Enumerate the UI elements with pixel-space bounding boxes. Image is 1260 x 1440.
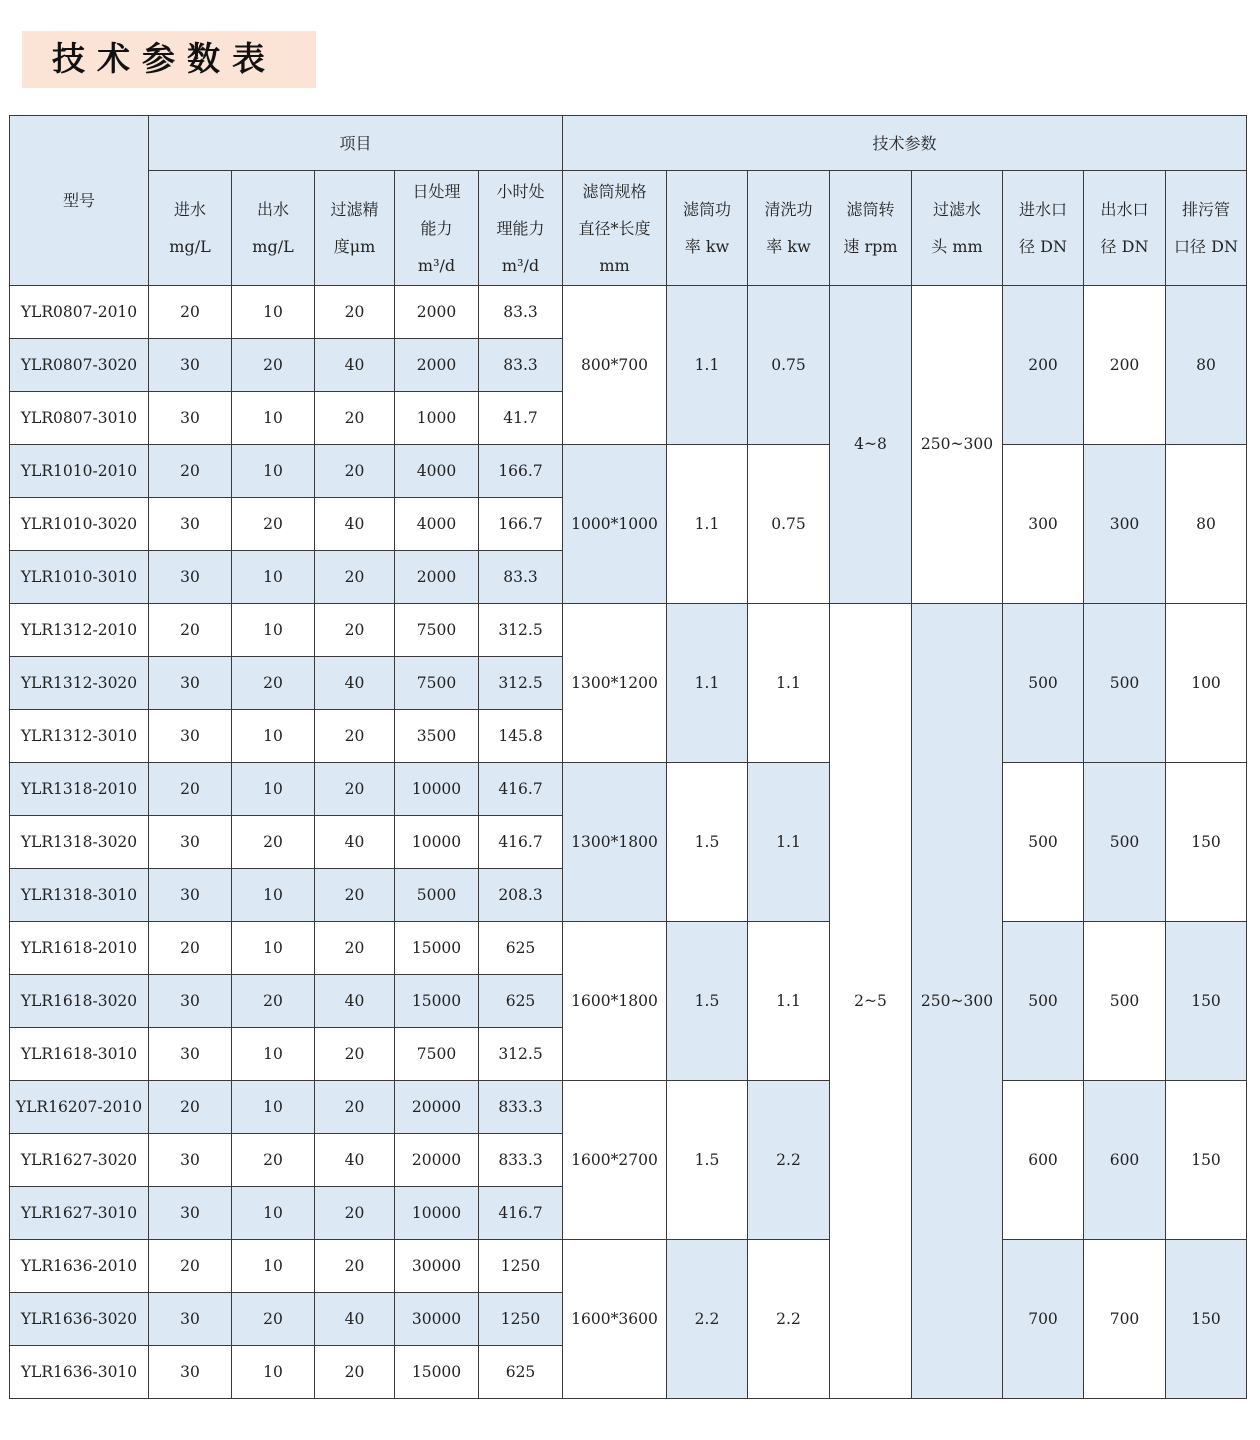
page-title: 技术参数表	[52, 39, 277, 78]
cell-daily-capacity: 10000	[395, 763, 479, 816]
cell-model: YLR1618-3010	[10, 1028, 149, 1081]
cell-daily-capacity: 10000	[395, 1187, 479, 1240]
cell-daily-capacity: 3500	[395, 710, 479, 763]
cell-inlet-dn: 500	[1003, 922, 1084, 1081]
cell-precision: 20	[315, 604, 395, 657]
cell-outflow: 10	[232, 1187, 315, 1240]
cell-hourly-capacity: 1250	[479, 1240, 563, 1293]
header-col-line: mg/L	[252, 237, 294, 256]
header-col-line: 过滤精	[330, 200, 379, 219]
header-model: 型号	[10, 116, 149, 286]
cell-inlet-dn: 600	[1003, 1081, 1084, 1240]
cell-precision: 20	[315, 1081, 395, 1134]
cell-inflow: 30	[149, 392, 232, 445]
cell-filter-spec: 1600*2700	[563, 1081, 667, 1240]
cell-model: YLR0807-3010	[10, 392, 149, 445]
cell-hourly-capacity: 416.7	[479, 1187, 563, 1240]
title-banner	[22, 31, 316, 88]
cell-precision: 40	[315, 1293, 395, 1346]
table-row	[10, 763, 1247, 816]
header-col-9	[912, 171, 1003, 286]
header-col-line: mg/L	[169, 237, 211, 256]
cell-model: YLR1318-3010	[10, 869, 149, 922]
header-col-line: 率 kw	[766, 237, 811, 256]
header-col-7	[748, 171, 830, 286]
cell-precision: 20	[315, 1240, 395, 1293]
cell-outflow: 20	[232, 339, 315, 392]
header-col-line: m³/d	[417, 255, 456, 275]
cell-outlet-dn: 500	[1084, 763, 1166, 922]
cell-inflow: 30	[149, 551, 232, 604]
cell-inflow: 20	[149, 445, 232, 498]
cell-inlet-dn: 200	[1003, 286, 1084, 445]
cell-daily-capacity: 7500	[395, 604, 479, 657]
cell-outflow: 10	[232, 551, 315, 604]
cell-inlet-dn: 300	[1003, 445, 1084, 604]
cell-speed-rpm: 4~8	[830, 286, 912, 604]
cell-outlet-dn: 200	[1084, 286, 1166, 445]
cell-hourly-capacity: 1250	[479, 1293, 563, 1346]
cell-daily-capacity: 15000	[395, 922, 479, 975]
cell-precision: 20	[315, 1187, 395, 1240]
cell-precision: 20	[315, 763, 395, 816]
cell-drain-dn: 80	[1166, 445, 1247, 604]
header-group-tech: 技术参数	[563, 116, 1247, 171]
cell-daily-capacity: 30000	[395, 1240, 479, 1293]
header-group-item: 项目	[149, 116, 563, 171]
header-col-6	[667, 171, 748, 286]
cell-precision: 20	[315, 286, 395, 339]
cell-speed-rpm: 2~5	[830, 604, 912, 1399]
cell-drain-dn: 100	[1166, 604, 1247, 763]
cell-model: YLR1636-3020	[10, 1293, 149, 1346]
cell-hourly-capacity: 625	[479, 1346, 563, 1399]
cell-inflow: 30	[149, 1028, 232, 1081]
cell-hourly-capacity: 83.3	[479, 551, 563, 604]
cell-outflow: 10	[232, 1240, 315, 1293]
cell-precision: 40	[315, 657, 395, 710]
cell-outflow: 10	[232, 763, 315, 816]
cell-outflow: 20	[232, 1134, 315, 1187]
cell-hourly-capacity: 83.3	[479, 339, 563, 392]
cell-outlet-dn: 500	[1084, 604, 1166, 763]
header-col-line: 直径*长度	[578, 218, 651, 238]
cell-daily-capacity: 4000	[395, 445, 479, 498]
cell-outlet-dn: 700	[1084, 1240, 1166, 1399]
cell-daily-capacity: 20000	[395, 1134, 479, 1187]
cell-daily-capacity: 20000	[395, 1081, 479, 1134]
cell-outflow: 20	[232, 657, 315, 710]
cell-filter-spec: 800*700	[563, 286, 667, 445]
cell-clean-power: 1.1	[748, 763, 830, 922]
cell-clean-power: 2.2	[748, 1240, 830, 1399]
header-col-line: 能力	[420, 218, 453, 238]
cell-inflow: 20	[149, 604, 232, 657]
cell-model: YLR1010-3010	[10, 551, 149, 604]
cell-model: YLR1010-3020	[10, 498, 149, 551]
cell-filter-power: 2.2	[667, 1240, 748, 1399]
cell-outlet-dn: 600	[1084, 1081, 1166, 1240]
cell-hourly-capacity: 416.7	[479, 816, 563, 869]
cell-water-head: 250~300	[912, 604, 1003, 1399]
cell-clean-power: 0.75	[748, 286, 830, 445]
cell-daily-capacity: 2000	[395, 551, 479, 604]
header-col-line: 率 kw	[684, 237, 730, 256]
header-col-line: 滤筒转	[846, 200, 895, 219]
cell-inlet-dn: 500	[1003, 604, 1084, 763]
cell-model: YLR1312-2010	[10, 604, 149, 657]
header-col-line: 进水口	[1018, 200, 1067, 219]
cell-filter-power: 1.1	[667, 445, 748, 604]
cell-filter-spec: 1300*1200	[563, 604, 667, 763]
cell-filter-power: 1.5	[667, 763, 748, 922]
table-row	[10, 445, 1247, 498]
cell-precision: 20	[315, 869, 395, 922]
cell-model: YLR1636-3010	[10, 1346, 149, 1399]
header-col-line: m³/d	[501, 255, 540, 275]
cell-outlet-dn: 500	[1084, 922, 1166, 1081]
cell-inflow: 30	[149, 1346, 232, 1399]
cell-filter-power: 1.5	[667, 922, 748, 1081]
cell-daily-capacity: 1000	[395, 392, 479, 445]
cell-precision: 20	[315, 551, 395, 604]
cell-hourly-capacity: 83.3	[479, 286, 563, 339]
header-col-line: 径 DN	[1100, 237, 1149, 256]
header-col-12	[1166, 171, 1247, 286]
header-col-line: 排污管	[1181, 200, 1230, 219]
cell-filter-power: 1.1	[667, 286, 748, 445]
cell-outflow: 10	[232, 922, 315, 975]
cell-inlet-dn: 500	[1003, 763, 1084, 922]
cell-water-head: 250~300	[912, 286, 1003, 604]
cell-daily-capacity: 2000	[395, 286, 479, 339]
header-col-line: 过滤水	[932, 200, 981, 219]
cell-outflow: 10	[232, 392, 315, 445]
cell-model: YLR1618-2010	[10, 922, 149, 975]
header-col-line: 清洗功	[764, 200, 813, 219]
header-col-line: 滤筒规格	[582, 181, 647, 201]
cell-model: YLR1618-3020	[10, 975, 149, 1028]
cell-inflow: 30	[149, 498, 232, 551]
header-col-4	[479, 171, 563, 286]
cell-inflow: 20	[149, 1240, 232, 1293]
cell-hourly-capacity: 312.5	[479, 657, 563, 710]
cell-precision: 20	[315, 1028, 395, 1081]
cell-model: YLR1627-3020	[10, 1134, 149, 1187]
cell-outflow: 10	[232, 445, 315, 498]
cell-hourly-capacity: 145.8	[479, 710, 563, 763]
cell-precision: 20	[315, 710, 395, 763]
header-col-line: 头 mm	[931, 237, 983, 256]
header-col-line: mm	[599, 255, 630, 275]
cell-precision: 20	[315, 1346, 395, 1399]
cell-inflow: 20	[149, 1081, 232, 1134]
cell-model: YLR0807-2010	[10, 286, 149, 339]
cell-inflow: 30	[149, 1293, 232, 1346]
header-col-8	[830, 171, 912, 286]
cell-clean-power: 1.1	[748, 922, 830, 1081]
cell-filter-spec: 1600*1800	[563, 922, 667, 1081]
cell-precision: 20	[315, 392, 395, 445]
header-col-line: 日处理	[412, 181, 461, 201]
cell-filter-power: 1.5	[667, 1081, 748, 1240]
cell-daily-capacity: 5000	[395, 869, 479, 922]
cell-drain-dn: 150	[1166, 922, 1247, 1081]
header-col-line: 径 DN	[1019, 237, 1067, 256]
cell-daily-capacity: 15000	[395, 1346, 479, 1399]
cell-inflow: 30	[149, 1134, 232, 1187]
cell-precision: 20	[315, 445, 395, 498]
cell-hourly-capacity: 312.5	[479, 1028, 563, 1081]
table-row	[10, 604, 1247, 657]
cell-outflow: 20	[232, 1293, 315, 1346]
cell-inflow: 20	[149, 763, 232, 816]
table-row	[10, 922, 1247, 975]
cell-outflow: 10	[232, 869, 315, 922]
cell-daily-capacity: 7500	[395, 1028, 479, 1081]
cell-clean-power: 2.2	[748, 1081, 830, 1240]
cell-model: YLR1010-2010	[10, 445, 149, 498]
cell-outflow: 10	[232, 710, 315, 763]
header-col-0	[149, 171, 232, 286]
cell-inflow: 30	[149, 1187, 232, 1240]
cell-model: YLR1636-2010	[10, 1240, 149, 1293]
cell-inflow: 30	[149, 710, 232, 763]
cell-hourly-capacity: 166.7	[479, 498, 563, 551]
cell-outflow: 20	[232, 975, 315, 1028]
spec-table	[9, 115, 1247, 1399]
cell-inflow: 20	[149, 922, 232, 975]
cell-model: YLR1627-3010	[10, 1187, 149, 1240]
cell-hourly-capacity: 41.7	[479, 392, 563, 445]
cell-outflow: 10	[232, 286, 315, 339]
header-col-11	[1084, 171, 1166, 286]
header-col-line: 滤筒功	[682, 200, 731, 219]
cell-outflow: 10	[232, 604, 315, 657]
cell-drain-dn: 150	[1166, 1081, 1247, 1240]
header-col-1	[232, 171, 315, 286]
table-row	[10, 1081, 1247, 1134]
cell-precision: 40	[315, 816, 395, 869]
cell-model: YLR16207-2010	[10, 1081, 149, 1134]
cell-drain-dn: 150	[1166, 1240, 1247, 1399]
cell-outflow: 20	[232, 816, 315, 869]
header-col-line: 进水	[173, 200, 206, 219]
cell-inflow: 30	[149, 657, 232, 710]
cell-filter-power: 1.1	[667, 604, 748, 763]
cell-daily-capacity: 7500	[395, 657, 479, 710]
cell-hourly-capacity: 625	[479, 922, 563, 975]
header-col-3	[395, 171, 479, 286]
cell-hourly-capacity: 625	[479, 975, 563, 1028]
cell-outflow: 10	[232, 1028, 315, 1081]
cell-outflow: 10	[232, 1346, 315, 1399]
cell-precision: 40	[315, 339, 395, 392]
cell-inlet-dn: 700	[1003, 1240, 1084, 1399]
cell-drain-dn: 150	[1166, 763, 1247, 922]
cell-filter-spec: 1300*1800	[563, 763, 667, 922]
header-col-2	[315, 171, 395, 286]
cell-daily-capacity: 4000	[395, 498, 479, 551]
table-row	[10, 286, 1247, 339]
cell-model: YLR1318-2010	[10, 763, 149, 816]
cell-model: YLR1312-3020	[10, 657, 149, 710]
header-col-5	[563, 171, 667, 286]
cell-inflow: 30	[149, 869, 232, 922]
cell-inflow: 30	[149, 339, 232, 392]
cell-hourly-capacity: 833.3	[479, 1134, 563, 1187]
cell-clean-power: 1.1	[748, 604, 830, 763]
header-col-line: 口径 DN	[1174, 237, 1238, 256]
header-col-line: 出水	[256, 200, 289, 219]
cell-outflow: 20	[232, 498, 315, 551]
cell-drain-dn: 80	[1166, 286, 1247, 445]
cell-precision: 40	[315, 498, 395, 551]
cell-hourly-capacity: 833.3	[479, 1081, 563, 1134]
header-col-line: 速 rpm	[843, 237, 898, 256]
cell-precision: 20	[315, 922, 395, 975]
cell-hourly-capacity: 166.7	[479, 445, 563, 498]
cell-daily-capacity: 15000	[395, 975, 479, 1028]
header-col-line: 小时处	[496, 181, 545, 201]
cell-filter-spec: 1600*3600	[563, 1240, 667, 1399]
cell-precision: 40	[315, 1134, 395, 1187]
cell-filter-spec: 1000*1000	[563, 445, 667, 604]
header-col-10	[1003, 171, 1084, 286]
cell-daily-capacity: 10000	[395, 816, 479, 869]
header-col-line: 出水口	[1100, 200, 1149, 219]
cell-inflow: 20	[149, 286, 232, 339]
cell-daily-capacity: 2000	[395, 339, 479, 392]
cell-hourly-capacity: 208.3	[479, 869, 563, 922]
header-col-line: 理能力	[496, 218, 545, 238]
cell-inflow: 30	[149, 816, 232, 869]
cell-model: YLR1312-3010	[10, 710, 149, 763]
cell-model: YLR1318-3020	[10, 816, 149, 869]
header-col-line: 度μm	[333, 237, 376, 256]
cell-hourly-capacity: 416.7	[479, 763, 563, 816]
cell-outflow: 10	[232, 1081, 315, 1134]
cell-inflow: 30	[149, 975, 232, 1028]
cell-model: YLR0807-3020	[10, 339, 149, 392]
cell-outlet-dn: 300	[1084, 445, 1166, 604]
cell-clean-power: 0.75	[748, 445, 830, 604]
cell-hourly-capacity: 312.5	[479, 604, 563, 657]
cell-daily-capacity: 30000	[395, 1293, 479, 1346]
table-row	[10, 1240, 1247, 1293]
cell-precision: 40	[315, 975, 395, 1028]
